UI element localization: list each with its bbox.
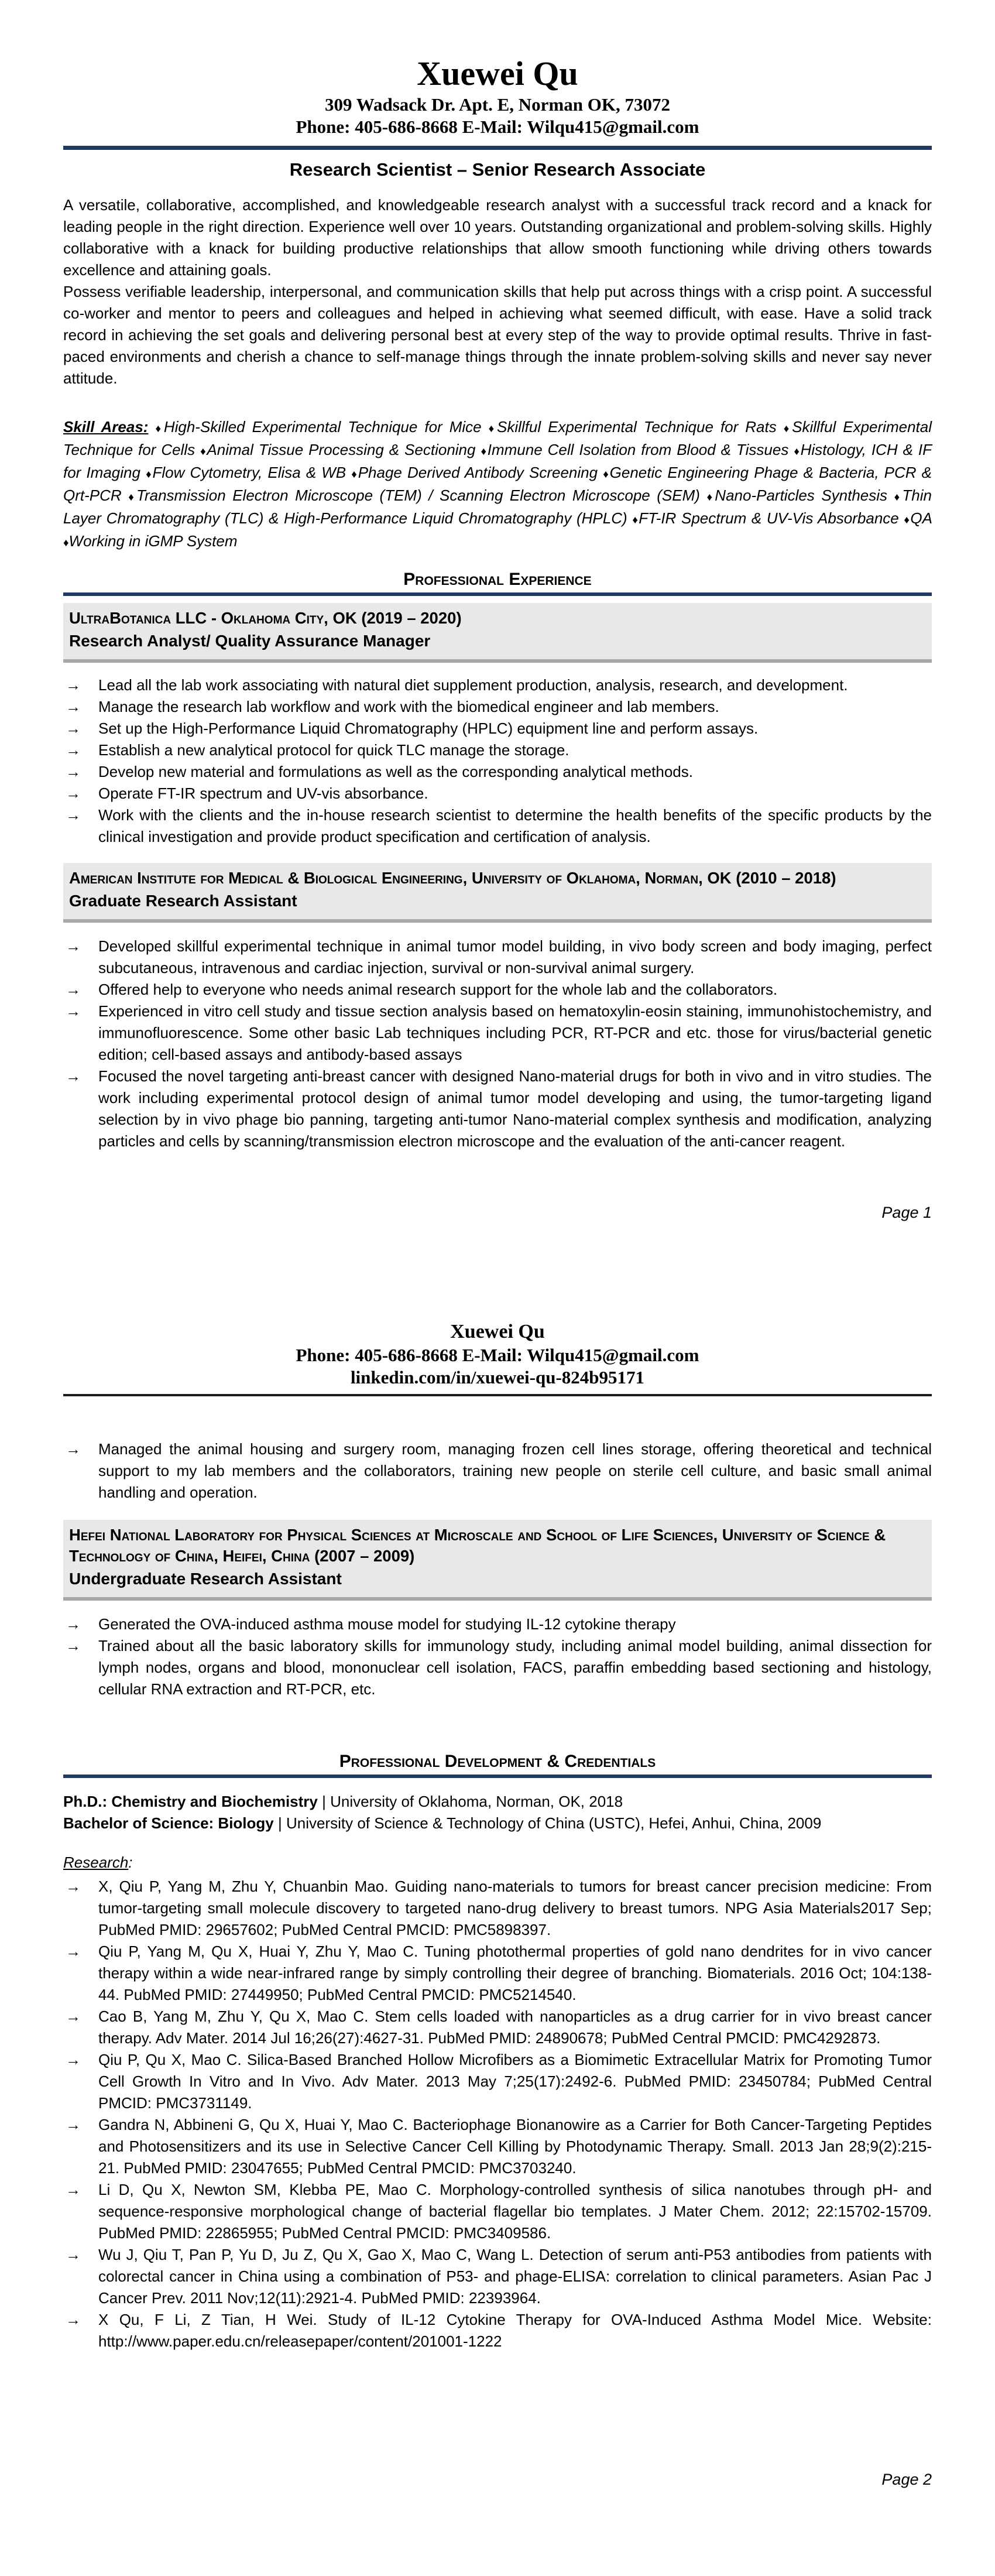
degree-name: Bachelor of Science: Biology [63, 1814, 274, 1832]
diamond-bullet-icon: ♦ [603, 468, 610, 480]
arrow-bullet-icon: → [66, 1615, 81, 1633]
diamond-bullet-icon: ♦ [894, 491, 903, 503]
skill-item: ♦High-Skilled Experimental Technique for Mice [155, 418, 482, 436]
arrow-bullet-icon: → [66, 785, 81, 802]
skill-item: ♦Flow Cytometry, Elisa & WB [146, 464, 346, 481]
page2-linkedin: linkedin.com/in/xuewei-qu-824b95171 [350, 1367, 645, 1388]
degree-details: | University of Science & Technology of China (USTC), Hefei, Anhui, China, 2009 [277, 1814, 822, 1832]
skill-item: ♦Skillful Experimental Technique for Cells [63, 418, 932, 458]
skill-item: ♦Immune Cell Isolation from Blood & Tissues [481, 441, 789, 458]
credentials-heading: Professional Development & Credentials [339, 1752, 656, 1771]
job-company: American Institute for Medical & Biological Engineering, University of Oklahoma, Norman, OK (2010 – 2018) [69, 869, 836, 887]
publications-list [63, 1876, 932, 2352]
education-list [63, 1791, 932, 1834]
degree-details: | University of Oklahoma, Norman, OK, 2018 [322, 1793, 623, 1810]
arrow-bullet-icon: → [66, 1440, 81, 1458]
skill-item: ♦FT-IR Spectrum & UV-Vis Absorbance [632, 509, 899, 527]
diamond-bullet-icon: ♦ [794, 445, 801, 457]
skill-item: ♦Histology, ICH & IF for Imaging [63, 441, 932, 481]
diamond-bullet-icon: ♦ [904, 513, 911, 526]
experience-bullet: → Establish a new analytical protocol for quick TLC manage the storage. [63, 739, 932, 761]
job-role: Graduate Research Assistant [69, 892, 297, 910]
skill-item: ♦Animal Tissue Processing & Sectioning [200, 441, 476, 458]
education-item-phd [63, 1791, 932, 1813]
experience-divider-line [63, 592, 932, 596]
job-role: Research Analyst/ Quality Assurance Manager [69, 632, 431, 650]
arrow-bullet-icon: → [66, 981, 81, 998]
diamond-bullet-icon: ♦ [706, 491, 715, 503]
header-divider-line [63, 146, 932, 150]
experience-bullet: → Managed the animal housing and surgery room, managing frozen cell lines storage, offering theoretical and technical support to my lab members and the collaborators, training new people on sterile cell culture, and basic small animal handling and operation. [63, 1438, 932, 1503]
diamond-bullet-icon: ♦ [146, 468, 153, 480]
page2-footer: Page 2 [881, 2471, 932, 2488]
publication-item: → Cao B, Yang M, Zhu Y, Qu X, Mao C. Stem cells loaded with nanoparticles as a drug carrier for in vivo breast cancer therapy. Adv Mater. 2014 Jul 16;26(27):4627-31. PubMed PMID: 24890678; PubMed Central PMCID: PMC4292873. [63, 2006, 932, 2049]
page1-job-title: Research Scientist – Senior Research Associate [289, 159, 706, 180]
publication-item: → Li D, Qu X, Newton SM, Klebba PE, Mao C. Morphology-controlled synthesis of silica nanotubes through pH- and sequence-responsive morphological change of bacterial flagellar bio templates. J Mater Chem. 2012; 22:15702-15709. PubMed PMID: 22865955; PubMed Central PMCID: PMC3409586. [63, 2179, 932, 2244]
job2-continued-bullet-list [63, 1438, 932, 1503]
job-company: Hefei National Laboratory for Physical Sciences at Microscale and School of Life Sciences, University of Science & Technology of China, Heifei, China (2007 – 2009) [69, 1526, 886, 1565]
diamond-bullet-icon: ♦ [128, 491, 137, 503]
experience-bullet: → Operate FT-IR spectrum and UV-vis absorbance. [63, 783, 932, 804]
page2-name: Xuewei Qu [450, 1321, 545, 1342]
publication-item: → Gandra N, Abbineni G, Qu X, Huai Y, Mao C. Bacteriophage Bionanowire as a Carrier for Both Cancer-Targeting Peptides and Photosensitizers and its use in Selective Cancer Cell Killing by Photodynamic Therapy. Small. 2013 Jan 28;9(2):215-21. PubMed PMID: 23047655; PubMed Central PMCID: PMC3703240. [63, 2114, 932, 2179]
arrow-bullet-icon: → [66, 2051, 81, 2068]
publication-item: → Qiu P, Yang M, Qu X, Huai Y, Zhu Y, Mao C. Tuning photothermal properties of gold nano dendrites for in vivo cancer therapy within a wide near-infrared range by simply controlling their degree of branching. Biomaterials. 2016 Oct; 104:138-44. PubMed PMID: 27449950; PubMed Central PMCID: PMC5214540. [63, 1941, 932, 2006]
publication-item: → X Qu, F Li, Z Tian, H Wei. Study of IL-12 Cytokine Therapy for OVA-Induced Asthma Model Mice. Website: http://www.paper.edu.cn/releasepaper/content/201001-1222 [63, 2309, 932, 2352]
diamond-bullet-icon: ♦ [632, 513, 639, 526]
skill-item: ♦Nano-Particles Synthesis [706, 487, 888, 504]
publication-item: → Wu J, Qiu T, Pan P, Yu D, Ju Z, Qu X, Gao X, Mao C, Wang L. Detection of serum anti-P53 antibodies from patients with colorectal cancer in China using a combination of P53- and phage-ELISA: correlation to clinical parameters. Asian Pac J Cancer Prev. 2011 Nov;12(11):2921-4. PubMed PMID: 22393964. [63, 2244, 932, 2309]
diamond-bullet-icon: ♦ [200, 445, 207, 457]
arrow-bullet-icon: → [66, 2311, 81, 2328]
experience-bullet: → Offered help to everyone who needs animal research support for the whole lab and the collaborators. [63, 979, 932, 1001]
experience-bullet: → Focused the novel targeting anti-breast cancer with designed Nano-material drugs for both in vivo and in vitro studies. The work including experimental protocol design of animal tumor model developing and using, the tumor-targeting ligand selection by in vivo phage bio panning, targeting anti-tumor Nano-material complex synthesis and modification, analyzing particles and cells by scanning/transmission electron microscope and the evaluation of the anti-cancer reagent. [63, 1066, 932, 1152]
skill-item: ♦Thin Layer Chromatography (TLC) & High-Performance Liquid Chromatography (HPLC) [63, 487, 932, 527]
page1-address: 309 Wadsack Dr. Apt. E, Norman OK, 73072 [325, 94, 670, 115]
diamond-bullet-icon: ♦ [63, 536, 69, 549]
job-role: Undergraduate Research Assistant [69, 1570, 342, 1588]
credentials-divider-line [63, 1775, 932, 1778]
job2-bullet-list [63, 936, 932, 1152]
experience-bullet: → Developed skillful experimental technique in animal tumor model building, in vivo body screen and body imaging, perfect subcutaneous, intravenous and cardiac injection, survival or non-survival animal surgery. [63, 936, 932, 979]
experience-bullet: → Develop new material and formulations as well as the corresponding analytical methods. [63, 761, 932, 783]
skill-item: ♦Skillful Experimental Technique for Rats [488, 418, 777, 436]
arrow-bullet-icon: → [66, 1067, 81, 1085]
diamond-bullet-icon: ♦ [351, 468, 358, 480]
arrow-bullet-icon: → [66, 1002, 81, 1020]
arrow-bullet-icon: → [66, 2181, 81, 2198]
page1-contact-line: Phone: 405-686-8668 E-Mail: Wilqu415@gmail.com [296, 117, 699, 137]
page1-name: Xuewei Qu [417, 54, 578, 93]
experience-bullet: → Manage the research lab workflow and work with the biomedical engineer and lab members. [63, 696, 932, 718]
skill-areas-label: Skill Areas: [63, 418, 149, 436]
professional-experience-heading: Professional Experience [403, 570, 592, 589]
skill-item: ♦Transmission Electron Microscope (TEM) / Scanning Electron Microscope (SEM) [128, 487, 700, 504]
degree-name: Ph.D.: Chemistry and Biochemistry [63, 1793, 318, 1810]
publication-item: → X, Qiu P, Yang M, Zhu Y, Chuanbin Mao. Guiding nano-materials to tumors for breast cancer precision medicine: From tumor-targeting small molecule discovery to targeted nano-drug delivery to breast tumors. NPG Asia Materials2017 Sep; PubMed PMID: 29657602; PubMed Central PMCID: PMC5898397. [63, 1876, 932, 1941]
job-company: UltraBotanica LLC - Oklahoma City, OK (2019 – 2020) [69, 609, 462, 627]
arrow-bullet-icon: → [66, 720, 81, 737]
skill-item: ♦Phage Derived Antibody Screening [351, 464, 598, 481]
arrow-bullet-icon: → [66, 2116, 81, 2133]
page2-header-divider-line [63, 1394, 932, 1396]
experience-bullet: → Trained about all the basic laboratory skills for immunology study, including animal model building, animal dissection for lymph nodes, organs and blood, mononuclear cell isolation, FACS, paraffin embedding based sectioning and histology, cellular RNA extraction and RT-PCR, etc. [63, 1635, 932, 1700]
job-header-hefei [63, 1520, 932, 1601]
experience-bullet: → Generated the OVA-induced asthma mouse model for studying IL-12 cytokine therapy [63, 1614, 932, 1635]
diamond-bullet-icon: ♦ [155, 422, 164, 434]
page2-contact-line: Phone: 405-686-8668 E-Mail: Wilqu415@gmail.com [296, 1345, 699, 1365]
research-section-label: Research: [63, 1854, 133, 1871]
job3-bullet-list [63, 1614, 932, 1700]
diamond-bullet-icon: ♦ [481, 445, 488, 457]
job-header-aimbe [63, 863, 932, 923]
arrow-bullet-icon: → [66, 698, 81, 715]
publication-item: → Qiu P, Qu X, Mao C. Silica-Based Branched Hollow Microfibers as a Biomimetic Extracellular Matrix for Promoting Tumor Cell Growth In Vitro and In Vivo. Adv Mater. 2013 May 7;25(17):2492-6. PubMed PMID: 23450784; PubMed Central PMCID: PMC3731149. [63, 2049, 932, 2114]
job1-bullet-list [63, 674, 932, 848]
skill-item: ♦QA [904, 509, 932, 527]
research-label-colon: : [128, 1854, 133, 1871]
experience-bullet: → Work with the clients and the in-house research scientist to determine the health benefits of the specific products by the clinical investigation and provide product specification and certification of analysis. [63, 804, 932, 848]
summary-paragraph-2: Possess verifiable leadership, interpersonal, and communication skills that help put across things with a crisp point. A successful co-worker and mentor to peers and colleagues and helped in achieving what seemed difficult, with ease. Have a solid track record in achieving the set goals and delivering personal best at every step of the way to provide optimal results. Thrive in fast-paced environments and cherish a chance to self-manage things through the innate problem-solving skills and never say never attitude. [63, 283, 932, 387]
arrow-bullet-icon: → [66, 676, 81, 694]
arrow-bullet-icon: → [66, 2008, 81, 2025]
arrow-bullet-icon: → [66, 806, 81, 824]
arrow-bullet-icon: → [66, 937, 81, 955]
skill-item: ♦Genetic Engineering Phage & Bacteria, PCR & Qrt-PCR [63, 464, 932, 504]
skill-item: ♦Working in iGMP System [63, 532, 238, 550]
job-header-ultrabotanica [63, 603, 932, 663]
education-item-bachelor [63, 1813, 932, 1834]
diamond-bullet-icon: ♦ [488, 422, 497, 434]
skill-areas-paragraph [63, 416, 932, 553]
arrow-bullet-icon: → [66, 763, 81, 780]
arrow-bullet-icon: → [66, 741, 81, 759]
arrow-bullet-icon: → [66, 1878, 81, 1895]
diamond-bullet-icon: ♦ [783, 422, 792, 434]
arrow-bullet-icon: → [66, 1943, 81, 1960]
arrow-bullet-icon: → [66, 1637, 81, 1654]
experience-bullet: → Set up the High-Performance Liquid Chromatography (HPLC) equipment line and perform assays. [63, 718, 932, 739]
summary-paragraph-1: A versatile, collaborative, accomplished, and knowledgeable research analyst with a successful track record and a knack for leading people in the right direction. Experience well over 10 years. Outstanding organizational and problem-solving skills. Highly collaborative with a knack for building productive relationships that allow smooth functioning while driving others towards excellence and attaining goals. [63, 196, 932, 279]
page1-footer: Page 1 [881, 1204, 932, 1221]
experience-bullet: → Lead all the lab work associating with natural diet supplement production, analysis, research, and development. [63, 674, 932, 696]
experience-bullet: → Experienced in vitro cell study and tissue section analysis based on hematoxylin-eosin staining, immunohistochemistry, and immunofluorescence. Some other basic Lab techniques including PCR, RT-PCR and etc. those for virus/bacterial genetic edition; cell-based assays and antibody-based assays [63, 1001, 932, 1066]
arrow-bullet-icon: → [66, 2246, 81, 2263]
